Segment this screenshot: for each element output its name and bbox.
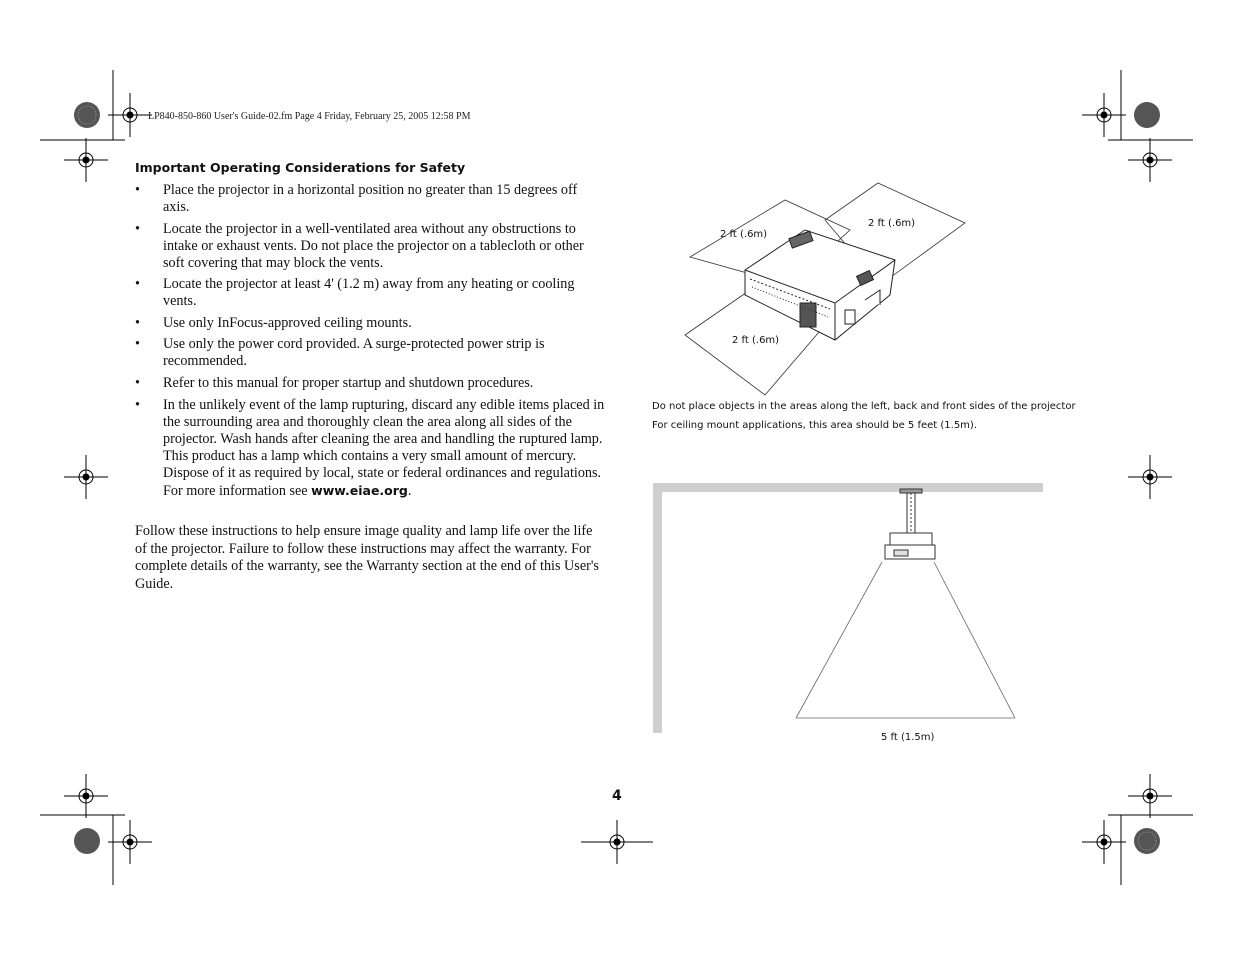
bullet-glyph: • [135, 396, 140, 413]
bullet-glyph: • [135, 276, 140, 293]
figure-caption-line2: For ceiling mount applications, this area should be 5 feet (1.5m). [652, 420, 977, 431]
bullet-text: Use only the power cord provided. A surge-protected power strip is recommended. [163, 336, 545, 370]
list-item [135, 315, 605, 332]
bullet-text: Locate the projector in a well-ventilated area without any obstructions to intake or exhaust vents. Do not place the projector on a tablecloth or other soft covering that may block the vents. [163, 220, 584, 271]
bullet-glyph: • [135, 336, 140, 353]
ceiling-mounted-projector [885, 489, 935, 559]
front-distance-label: 2 ft (.6m) [732, 335, 780, 346]
list-item [135, 276, 605, 310]
safety-bullet-list [135, 182, 605, 504]
distance-label: 5 ft (1.5m) [881, 732, 935, 743]
list-item [135, 336, 605, 370]
wall [653, 483, 662, 733]
projection-cone [796, 562, 1015, 718]
page-number: 4 [612, 788, 622, 804]
projector-clearance-figure [640, 175, 980, 400]
figure-caption-line1: Do not place objects in the areas along the left, back and front sides of the projector [652, 401, 1076, 412]
sentence-period: . [407, 482, 412, 499]
bullet-glyph: • [135, 220, 140, 237]
left-distance-label: 2 ft (.6m) [720, 229, 768, 240]
bullet-text: Place the projector in a horizontal position no greater than 15 degrees off axis. [163, 182, 578, 215]
projector-illustration [745, 230, 895, 340]
section-heading: Important Operating Considerations for Safety [135, 160, 466, 175]
back-distance-label: 2 ft (.6m) [868, 218, 916, 229]
bullet-glyph: • [135, 314, 140, 331]
bullet-glyph: • [135, 374, 140, 391]
ceiling [653, 483, 1043, 492]
bullet-text: Locate the projector at least 4' (1.2 m) away from any heating or cooling vents. [163, 276, 575, 310]
bullet-text: Use only InFocus-approved ceiling mounts. [163, 314, 412, 331]
file-info-header: LP840-850-860 User's Guide-02.fm Page 4 Friday, February 25, 2005 12:58 PM [148, 111, 471, 122]
eiae-link[interactable]: www.eiae.org [311, 482, 408, 498]
list-item [135, 375, 605, 392]
list-item [135, 182, 605, 216]
bullet-text: Refer to this manual for proper startup and shutdown procedures. [163, 374, 534, 391]
ceiling-mount-figure [650, 480, 1050, 740]
list-item [135, 397, 605, 500]
list-item [135, 221, 605, 272]
warranty-paragraph: Follow these instructions to help ensure image quality and lamp life over the life of the projector. Failure to follow these instructions may affect the warranty. For complete details of the warranty, see the Warranty section at the end of this User's Guide. [135, 523, 599, 592]
bullet-glyph: • [135, 182, 140, 198]
bullet-text: In the unlikely event of the lamp rupturing, discard any edible items placed in the surrounding area and thoroughly clean the area along all sides of the projector. Wash hands after cleaning the area and handling the ruptured lamp. This product has a lamp which contains a very small amount of mercury. Dispose of it as required by local, state or federal ordinances and regulations. For more information see [163, 396, 605, 499]
